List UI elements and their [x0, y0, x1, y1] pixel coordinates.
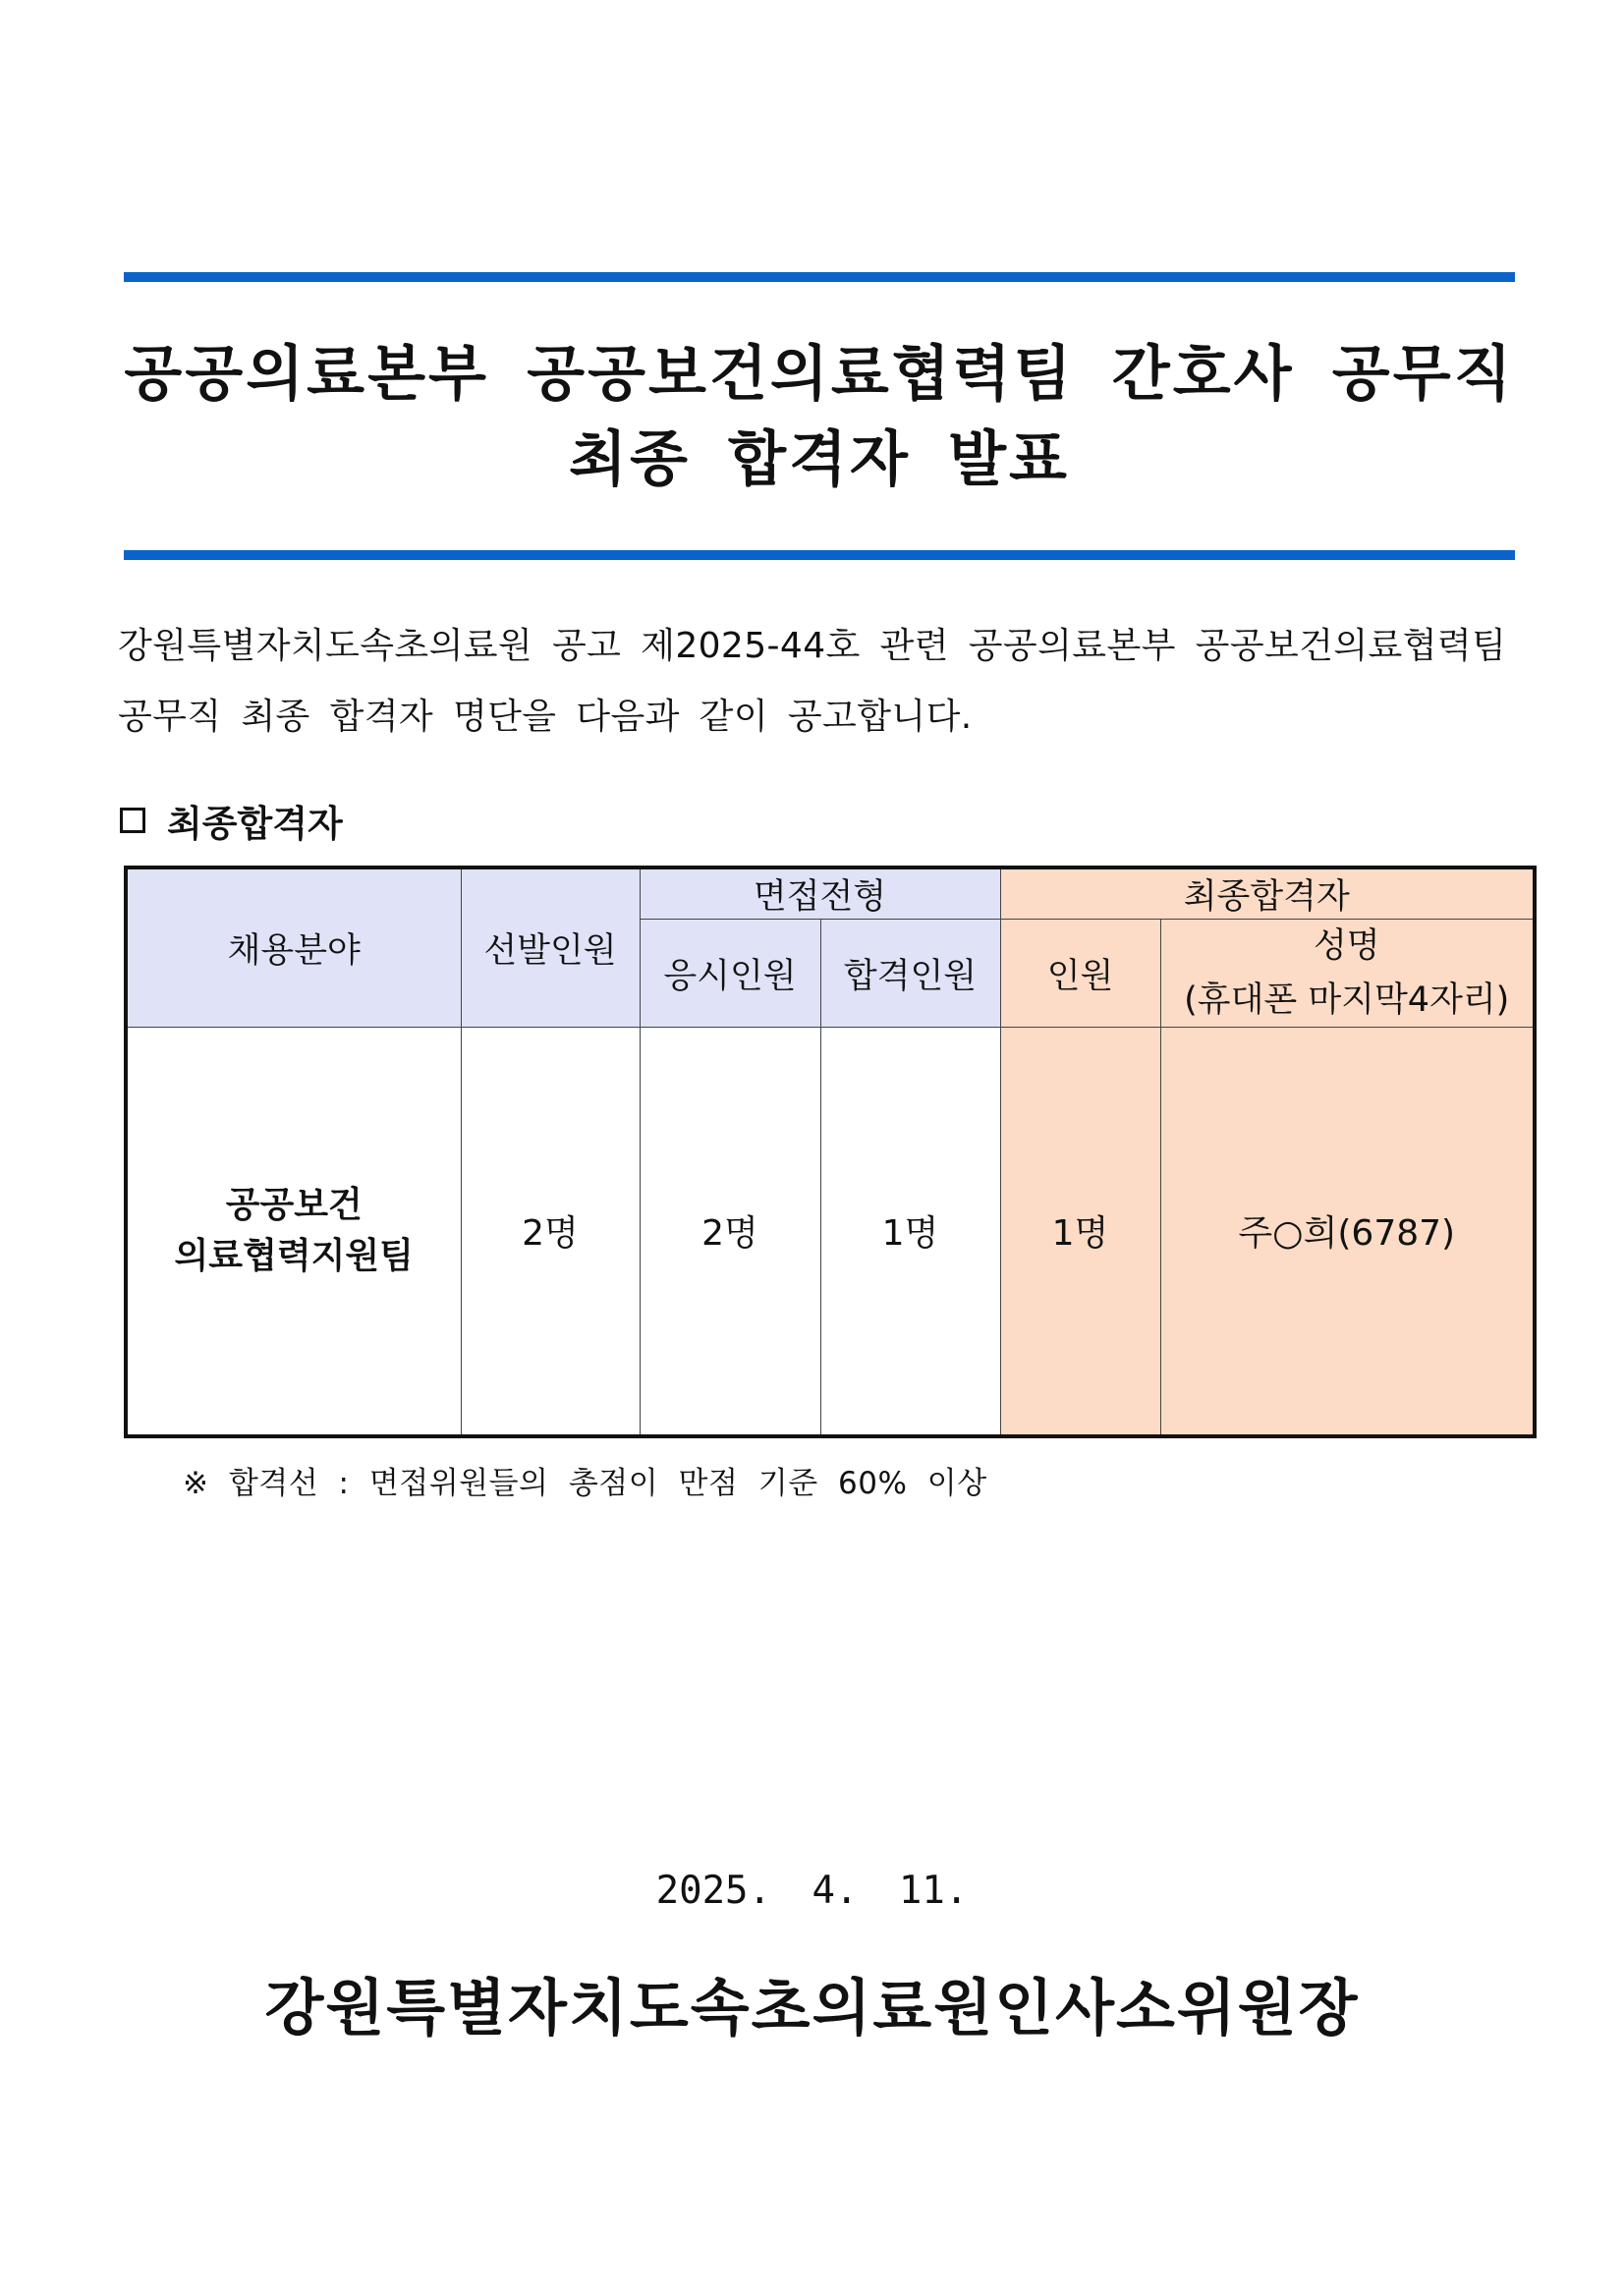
header-interview: 면접전형 [640, 868, 1000, 920]
cell-field [126, 1028, 461, 1436]
cell-applicants: 2명 [640, 1028, 820, 1436]
header-name [1160, 920, 1535, 1028]
cell-field-line1: 공공보건 [225, 1184, 363, 1225]
cell-field-line2: 의료협력지원팀 [174, 1235, 414, 1276]
pass-criteria-note: ※ 합격선 : 면접위원들의 총점이 만점 기준 60% 이상 [183, 1466, 987, 1501]
header-name-line1: 성명 [1313, 926, 1380, 967]
results-table [124, 866, 1537, 1438]
header-field: 채용분야 [126, 868, 461, 1028]
section-label: 최종합격자 [167, 803, 343, 845]
issuer-signature: 강원특별자치도속초의료원인사소위원장 [264, 1972, 1360, 2044]
announcement-date: 2025. 4. 11. [655, 1869, 969, 1913]
header-selection: 선발인원 [461, 868, 640, 1028]
section-heading [120, 794, 343, 847]
header-passed: 합격인원 [820, 920, 1000, 1028]
header-applicants: 응시인원 [640, 920, 820, 1028]
cell-name: 주○희(6787) [1160, 1028, 1535, 1436]
square-bullet-icon [120, 808, 145, 833]
intro-text-line2: 공무직 최종 합격자 명단을 다음과 같이 공고합니다. [118, 697, 973, 737]
page-title-line2: 최종 합격자 발표 [569, 424, 1070, 494]
page-title-line1: 공공의료본부 공공보건의료협력팀 간호사 공무직 [124, 339, 1515, 409]
bottom-divider [124, 550, 1515, 560]
cell-selection: 2명 [461, 1028, 640, 1436]
header-final-count: 인원 [1000, 920, 1160, 1028]
cell-passed: 1명 [820, 1028, 1000, 1436]
header-name-line2: (휴대폰 마지막4자리) [1184, 980, 1510, 1020]
header-final: 최종합격자 [1000, 868, 1535, 920]
top-divider [124, 272, 1515, 282]
intro-text-line1: 강원특별자치도속초의료원 공고 제2025-44호 관련 공공의료본부 공공보건의료협력팀 [118, 626, 1507, 666]
cell-final-count: 1명 [1000, 1028, 1160, 1436]
table-row [126, 1028, 1535, 1436]
